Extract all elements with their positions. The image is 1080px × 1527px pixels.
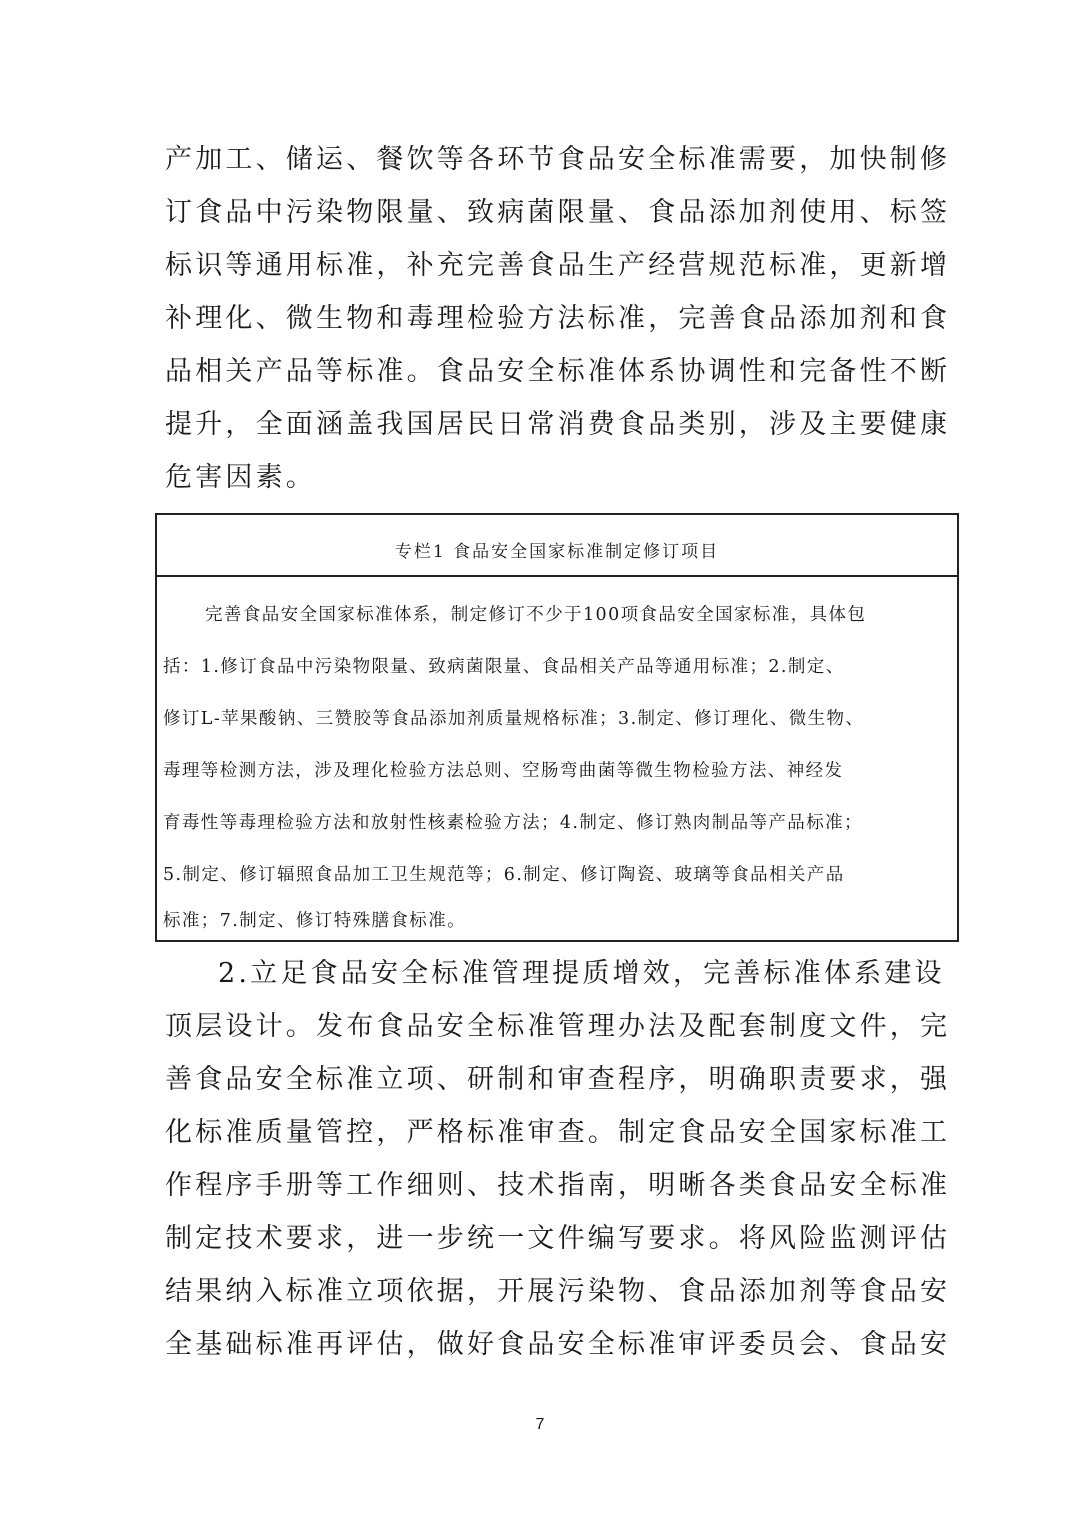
special-column-header [157,515,957,577]
paragraph-1-line: 订食品中污染物限量、致病菌限量、食品添加剂使用、标签 [165,197,951,228]
special-column-line: 毒理等检测方法，涉及理化检验方法总则、空肠弯曲菌等微生物检验方法、神经发 [163,761,844,781]
paragraph-2-line: 顶层设计。发布食品安全标准管理办法及配套制度文件，完 [165,1011,951,1042]
paragraph-1-line: 标识等通用标准，补充完善食品生产经营规范标准，更新增 [165,250,951,281]
paragraph-1-line: 品相关产品等标准。食品安全标准体系协调性和完备性不断 [165,356,951,387]
paragraph-1-line: 补理化、微生物和毒理检验方法标准，完善食品添加剂和食 [165,303,951,334]
paragraph-2-line: 作程序手册等工作细则、技术指南，明晰各类食品安全标准 [165,1170,951,1201]
special-column-line: 括：1.修订食品中污染物限量、致病菌限量、食品相关产品等通用标准；2.制定、 [163,657,845,677]
paragraph-1-line: 危害因素。 [165,462,316,493]
paragraph-2-line: 善食品安全标准立项、研制和审查程序，明确职责要求，强 [165,1064,951,1095]
special-column-box [155,513,959,942]
special-column-line: 标准；7.制定、修订特殊膳食标准。 [163,911,466,931]
paragraph-2-line: 2.立足食品安全标准管理提质增效，完善标准体系建设 [218,958,945,989]
paragraph-1-line: 提升，全面涵盖我国居民日常消费食品类别，涉及主要健康 [165,409,951,440]
special-column-line: 完善食品安全国家标准体系，制定修订不少于100项食品安全国家标准，具体包 [205,605,867,625]
paragraph-2-line: 化标准质量管控，严格标准审查。制定食品安全国家标准工 [165,1117,951,1148]
special-column-line: 修订L-苹果酸钠、三赞胶等食品添加剂质量规格标准；3.制定、修订理化、微生物、 [163,709,865,729]
special-column-line: 5.制定、修订辐照食品加工卫生规范等；6.制定、修订陶瓷、玻璃等食品相关产品 [163,865,845,885]
paragraph-2-line: 结果纳入标准立项依据，开展污染物、食品添加剂等食品安 [165,1276,951,1307]
page-number: 7 [535,1416,545,1433]
special-column-line: 育毒性等毒理检验方法和放射性核素检验方法；4.制定、修订熟肉制品等产品标准； [163,813,863,833]
special-column-title: 专栏1 食品安全国家标准制定修订项目 [394,542,720,562]
paragraph-1-line: 产加工、储运、餐饮等各环节食品安全标准需要，加快制修 [165,144,951,175]
paragraph-2-line: 制定技术要求，进一步统一文件编写要求。将风险监测评估 [165,1223,951,1254]
paragraph-2-line: 全基础标准再评估，做好食品安全标准审评委员会、食品安 [165,1329,951,1360]
